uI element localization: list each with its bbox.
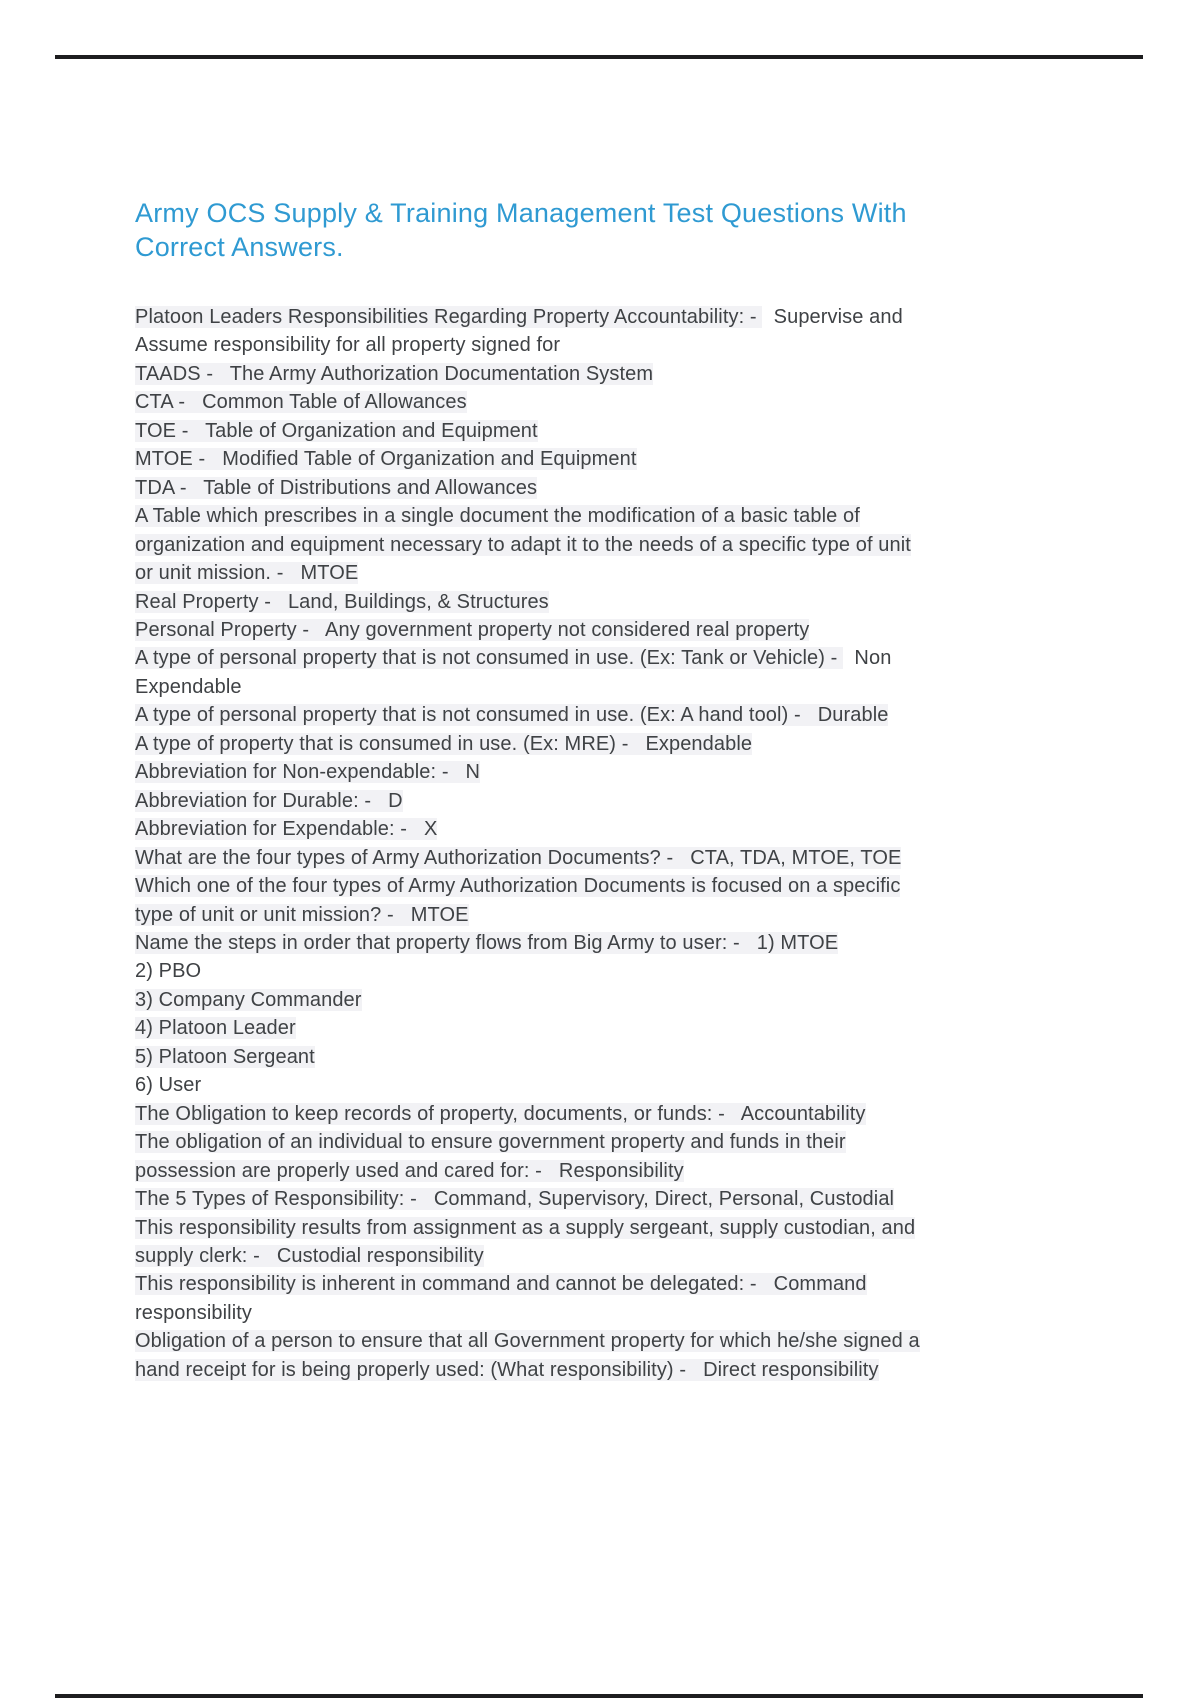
highlighted-text: Abbreviation for Expendable: - X bbox=[135, 818, 438, 841]
document-body bbox=[135, 303, 1135, 1384]
highlighted-text: or unit mission. - MTOE bbox=[135, 562, 359, 585]
text-line bbox=[135, 673, 1135, 701]
text-line bbox=[135, 1100, 1135, 1128]
highlighted-text: TAADS - The Army Authorization Documentation System bbox=[135, 362, 654, 385]
highlighted-text: Platoon Leaders Responsibilities Regarding Property Accountability: - bbox=[135, 306, 763, 328]
plain-text: responsibility bbox=[135, 1301, 253, 1324]
highlighted-text: MTOE - Modified Table of Organization and Equipment bbox=[135, 448, 637, 471]
text-line bbox=[135, 1270, 1135, 1298]
text-line bbox=[135, 644, 1135, 672]
text-line bbox=[135, 616, 1135, 644]
highlighted-text: type of unit or unit mission? - MTOE bbox=[135, 903, 469, 926]
text-line bbox=[135, 588, 1135, 616]
top-rule bbox=[55, 55, 1143, 59]
highlighted-text: 5) Platoon Sergeant bbox=[135, 1045, 315, 1068]
plain-text: 2) PBO bbox=[135, 960, 202, 983]
highlighted-text: organization and equipment necessary to adapt it to the needs of a specific type of unit bbox=[135, 533, 911, 556]
plain-text: Non bbox=[843, 647, 892, 670]
highlighted-text: The 5 Types of Responsibility: - Command, Supervisory, Direct, Personal, Custodial bbox=[135, 1188, 895, 1211]
text-line bbox=[135, 986, 1135, 1014]
text-line bbox=[135, 474, 1135, 502]
page-title bbox=[135, 196, 907, 264]
text-line bbox=[135, 417, 1135, 445]
text-line bbox=[135, 531, 1135, 559]
text-line bbox=[135, 1157, 1135, 1185]
highlighted-text: Obligation of a person to ensure that all Government property for which he/she signed a bbox=[135, 1330, 920, 1353]
bottom-rule bbox=[55, 1694, 1143, 1698]
plain-text: Supervise and bbox=[762, 306, 903, 328]
highlighted-text: hand receipt for is being properly used: (What responsibility) - Direct responsibility bbox=[135, 1358, 879, 1381]
text-line bbox=[135, 1356, 1135, 1384]
text-line bbox=[135, 1327, 1135, 1355]
highlighted-text: CTA - Common Table of Allowances bbox=[135, 391, 467, 414]
text-line bbox=[135, 1043, 1135, 1071]
plain-text: 6) User bbox=[135, 1074, 202, 1097]
text-line bbox=[135, 1185, 1135, 1213]
text-line bbox=[135, 1014, 1135, 1042]
text-line bbox=[135, 844, 1135, 872]
page-title-line-1: Army OCS Supply & Training Management Test Questions With bbox=[135, 198, 907, 228]
text-line bbox=[135, 957, 1135, 985]
highlighted-text: 3) Company Commander bbox=[135, 988, 362, 1011]
text-line bbox=[135, 1242, 1135, 1270]
text-line bbox=[135, 303, 1135, 331]
highlighted-text: TOE - Table of Organization and Equipment bbox=[135, 419, 538, 442]
text-line bbox=[135, 502, 1135, 530]
text-line bbox=[135, 360, 1135, 388]
plain-text: Expendable bbox=[135, 675, 242, 698]
text-line bbox=[135, 1214, 1135, 1242]
text-line bbox=[135, 1071, 1135, 1099]
text-line bbox=[135, 758, 1135, 786]
plain-text: Assume responsibility for all property signed for bbox=[135, 334, 561, 357]
text-line bbox=[135, 929, 1135, 957]
highlighted-text: possession are properly used and cared for: - Responsibility bbox=[135, 1159, 684, 1182]
highlighted-text: Abbreviation for Durable: - D bbox=[135, 789, 403, 812]
highlighted-text: This responsibility is inherent in command and cannot be delegated: - Command bbox=[135, 1273, 867, 1296]
highlighted-text: TDA - Table of Distributions and Allowances bbox=[135, 476, 538, 499]
highlighted-text: A type of personal property that is not consumed in use. (Ex: A hand tool) - Durable bbox=[135, 704, 889, 727]
highlighted-text: The Obligation to keep records of property, documents, or funds: - Accountability bbox=[135, 1102, 866, 1125]
highlighted-text: What are the four types of Army Authorization Documents? - CTA, TDA, MTOE, TOE bbox=[135, 846, 902, 869]
highlighted-text: The obligation of an individual to ensure government property and funds in their bbox=[135, 1131, 846, 1154]
highlighted-text: This responsibility results from assignment as a supply sergeant, supply custodian, and bbox=[135, 1216, 916, 1239]
highlighted-text: A type of personal property that is not consumed in use. (Ex: Tank or Vehicle) - bbox=[135, 647, 844, 670]
highlighted-text: A type of property that is consumed in use. (Ex: MRE) - Expendable bbox=[135, 732, 753, 755]
text-line bbox=[135, 815, 1135, 843]
text-line bbox=[135, 872, 1135, 900]
text-line bbox=[135, 901, 1135, 929]
text-line bbox=[135, 331, 1135, 359]
highlighted-text: A Table which prescribes in a single document the modification of a basic table of bbox=[135, 505, 860, 528]
highlighted-text: Abbreviation for Non-expendable: - N bbox=[135, 761, 481, 784]
highlighted-text: Real Property - Land, Buildings, & Structures bbox=[135, 590, 549, 613]
highlighted-text: supply clerk: - Custodial responsibility bbox=[135, 1244, 484, 1267]
page-title-line-2: Correct Answers. bbox=[135, 232, 344, 262]
text-line bbox=[135, 559, 1135, 587]
text-line bbox=[135, 787, 1135, 815]
text-line bbox=[135, 1128, 1135, 1156]
text-line bbox=[135, 730, 1135, 758]
text-line bbox=[135, 388, 1135, 416]
highlighted-text: 4) Platoon Leader bbox=[135, 1017, 296, 1040]
text-line bbox=[135, 701, 1135, 729]
text-line bbox=[135, 1299, 1135, 1327]
text-line bbox=[135, 445, 1135, 473]
highlighted-text: Name the steps in order that property flows from Big Army to user: - 1) MTOE bbox=[135, 931, 839, 954]
highlighted-text: Which one of the four types of Army Authorization Documents is focused on a specific bbox=[135, 875, 901, 898]
highlighted-text: Personal Property - Any government property not considered real property bbox=[135, 618, 810, 641]
